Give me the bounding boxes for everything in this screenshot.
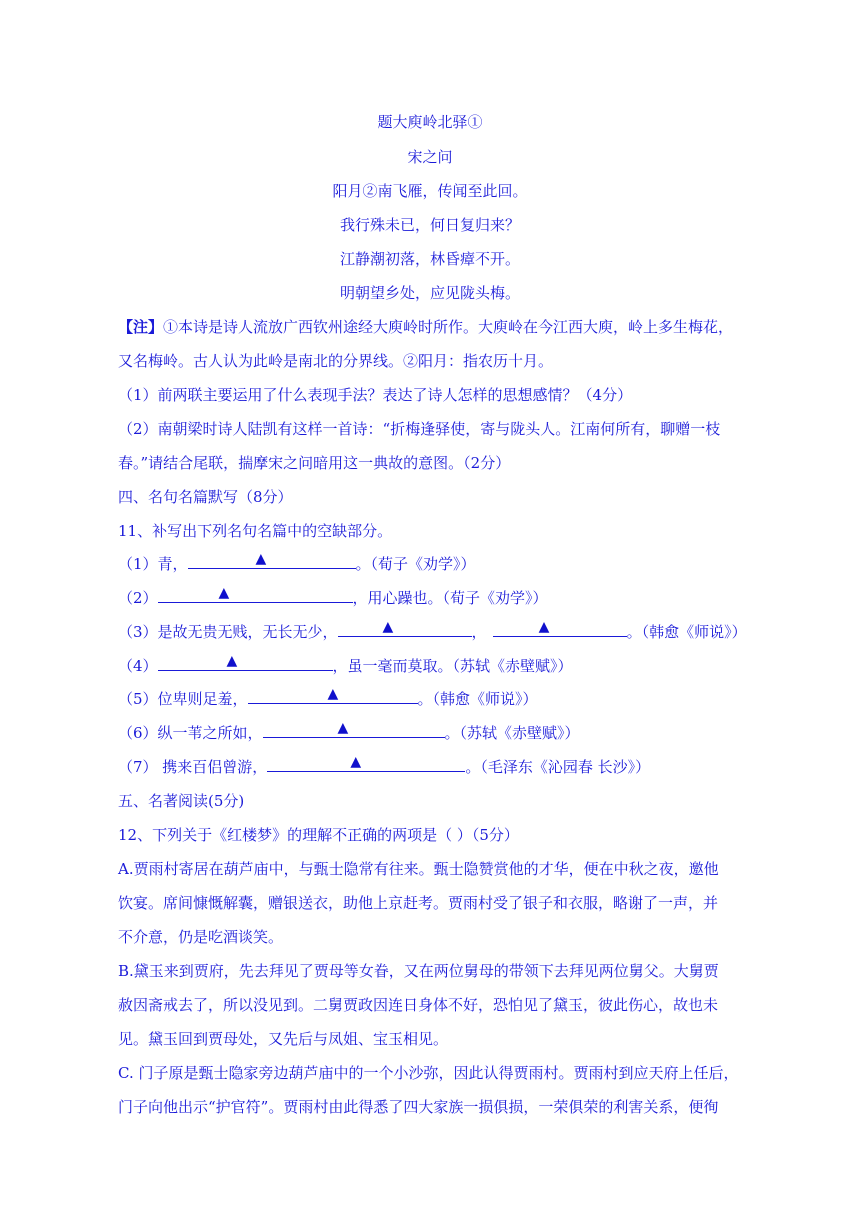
- triangle-icon: ▲: [382, 619, 394, 635]
- fill-item-5: [118, 688, 538, 709]
- triangle-icon: ▲: [218, 585, 230, 601]
- answer-blank[interactable]: [158, 585, 353, 603]
- question-2: （2）南朝梁时诗人陆凯有这样一首诗：“折梅逢驿使，寄与陇头人。江南何所有，聊赠一枝: [118, 420, 721, 438]
- triangle-icon: ▲: [538, 619, 550, 635]
- section-title: 四、名句名篇默写（8分）: [118, 488, 293, 506]
- triangle-icon: ▲: [350, 754, 362, 770]
- answer-blank[interactable]: [338, 619, 472, 637]
- answer-blank[interactable]: [158, 653, 333, 671]
- poem-line: 我行殊未已，何日复归来？: [339, 216, 520, 234]
- item-source: 。（韩愈《师说》）: [417, 690, 538, 708]
- triangle-icon: ▲: [255, 551, 267, 567]
- item-prefix: （4）: [118, 657, 158, 675]
- option-b-cont: 赦因斋戒去了，所以没见到。二舅贾政因连日身体不好，恐怕见了黛玉，彼此伤心，故也未: [118, 996, 719, 1014]
- poem-line: 明朝望乡处，应见陇头梅。: [339, 284, 520, 302]
- item-source: 。（韩愈《师说》）: [626, 623, 747, 641]
- note-text: ①本诗是诗人流放广西钦州途经大庾岭时所作。大庾岭在今江西大庾，岭上多生梅花，: [163, 318, 734, 336]
- item-source: ，虽一毫而莫取。（苏轼《赤壁赋》）: [332, 657, 573, 675]
- note-line: [118, 316, 733, 337]
- item-source: ，用心躁也。（荀子《劝学》）: [352, 589, 548, 607]
- item-source: 。（毛泽东《沁园春 长沙》）: [465, 758, 651, 776]
- note-label: 【注】: [118, 318, 164, 336]
- option-b: B.黛玉来到贾府，先去拜见了贾母等女眷，又在两位舅母的带领下去拜见两位舅父。大舅贾: [118, 962, 719, 980]
- option-a: A.贾雨村寄居在葫芦庙中，与甄士隐常有往来。甄士隐赞赏他的才华，便在中秋之夜，邀他: [118, 860, 719, 878]
- item-prefix: （3）是故无贵无贱，无长无少，: [118, 623, 338, 641]
- question-11: 11、补写出下列名句名篇中的空缺部分。: [118, 522, 393, 540]
- poem-author: 宋之问: [407, 148, 453, 166]
- option-c: C. 门子原是甄士隐家旁边葫芦庙中的一个小沙弥，因此认得贾雨村。贾雨村到应天府上任后，: [118, 1064, 739, 1082]
- triangle-icon: ▲: [226, 653, 238, 669]
- option-c-cont: 门子向他出示“护官符”。贾雨村由此得悉了四大家族一损俱损，一荣俱荣的利害关系，便徇: [118, 1098, 719, 1116]
- option-a-cont: 不介意，仍是吃酒谈笑。: [118, 928, 284, 946]
- note-line: 又名梅岭。古人认为此岭是南北的分界线。②阳月：指农历十月。: [118, 352, 554, 370]
- question-12: 12、下列关于《红楼梦》的理解不正确的两项是（ ）（5分）: [118, 826, 519, 844]
- fill-item-2: [118, 587, 548, 608]
- answer-blank[interactable]: [188, 551, 356, 569]
- item-source: 。（苏轼《赤壁赋》）: [444, 724, 580, 742]
- question-1: （1）前两联主要运用了什么表现手法？表达了诗人怎样的思想感情？（4分）: [118, 386, 633, 404]
- poem-line: 江静潮初落，林昏瘴不开。: [339, 250, 520, 268]
- poem-title: 题大庾岭北驿①: [377, 113, 483, 131]
- fill-item-4: [118, 655, 573, 676]
- answer-blank[interactable]: [267, 754, 465, 772]
- fill-item-6: [118, 722, 580, 743]
- fill-item-3: [118, 621, 747, 642]
- item-separator: ，: [471, 623, 487, 641]
- item-prefix: （7） 携来百侣曾游，: [118, 758, 268, 776]
- item-prefix: （5）位卑则足羞，: [118, 690, 248, 708]
- option-b-cont: 见。黛玉回到贾母处，又先后与凤姐、宝玉相见。: [118, 1030, 449, 1048]
- item-prefix: （1）青，: [118, 555, 188, 573]
- answer-blank[interactable]: [263, 720, 445, 738]
- triangle-icon: ▲: [327, 686, 339, 702]
- item-prefix: （6）纵一苇之所如，: [118, 724, 263, 742]
- option-a-cont: 饮宴。席间慷慨解囊，赠银送衣，助他上京赶考。贾雨村受了银子和衣服，略谢了一声，并: [118, 894, 719, 912]
- item-source: 。（荀子《劝学》）: [355, 555, 476, 573]
- fill-item-1: [118, 553, 476, 574]
- question-2-cont: 春。”请结合尾联，揣摩宋之问暗用这一典故的意图。（2分）: [118, 454, 511, 472]
- poem-line: 阳月②南飞雁，传闻至此回。: [332, 182, 528, 200]
- answer-blank[interactable]: [493, 619, 627, 637]
- fill-item-7: [118, 756, 650, 777]
- item-prefix: （2）: [118, 589, 158, 607]
- answer-blank[interactable]: [248, 686, 418, 704]
- triangle-icon: ▲: [337, 720, 349, 736]
- section-title: 五、名著阅读(5分): [118, 792, 245, 810]
